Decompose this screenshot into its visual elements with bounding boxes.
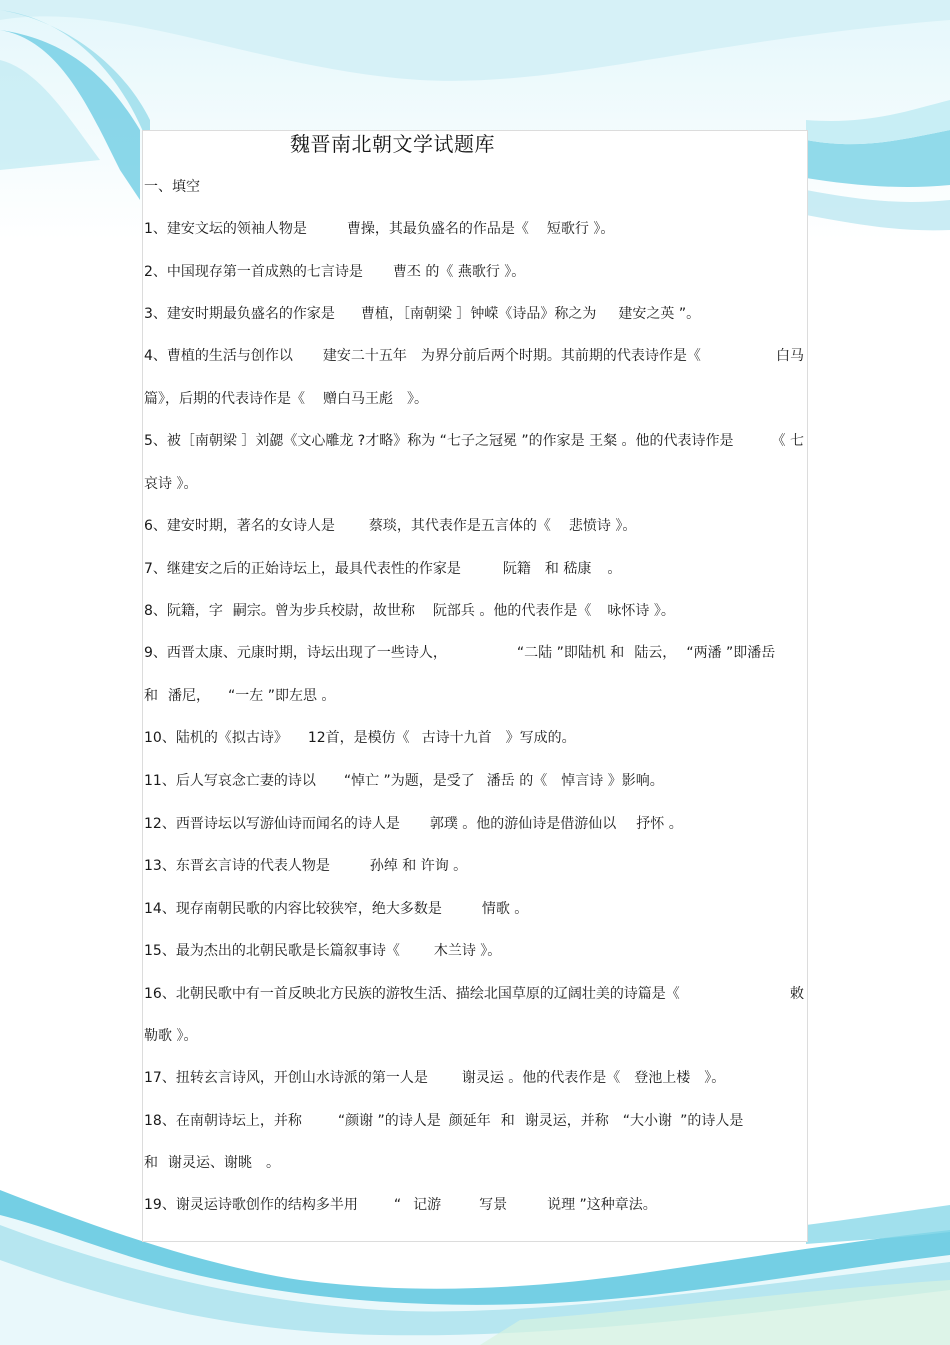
question-text: 悼言诗 》影响。 xyxy=(561,773,664,789)
question-text: 》。 xyxy=(704,1070,726,1086)
question-text: 11、后人写哀念亡妻的诗以 xyxy=(144,773,316,789)
question-text: “悼亡 ”为题，是受了 xyxy=(343,773,475,789)
question-text: 潘尼， xyxy=(168,688,210,704)
question-text: 18、在南朝诗坛上，并称 xyxy=(144,1113,302,1129)
question-text: 白马 xyxy=(776,348,804,364)
question-16 xyxy=(144,984,806,1004)
question-text: 咏怀诗 》。 xyxy=(607,603,675,619)
question-text: 陆云， xyxy=(634,645,677,661)
question-19 xyxy=(144,1195,806,1215)
question-text: 敕 xyxy=(790,986,804,1002)
question-text: “ xyxy=(393,1197,402,1213)
question-text: 勒歌 》。 xyxy=(144,1028,198,1044)
question-text: 潘岳 的《 xyxy=(486,773,548,789)
question-4 xyxy=(144,346,806,366)
question-text: 登池上楼 xyxy=(634,1070,691,1086)
question-15 xyxy=(144,941,806,961)
question-9 xyxy=(144,643,806,663)
page-title: 魏晋南北朝文学试题库 xyxy=(290,132,495,156)
question-text: “二陆 ”即陆机 和 xyxy=(516,645,625,661)
question-text: 和 xyxy=(144,1155,158,1171)
question-text: 《 七 xyxy=(771,433,804,449)
question-14 xyxy=(144,899,806,919)
question-text: 建安之英 ”。 xyxy=(618,306,701,322)
question-8 xyxy=(144,601,806,621)
question-text: 写景 xyxy=(479,1197,508,1213)
question-text: 郭璞 。他的游仙诗是借游仙以 xyxy=(429,816,617,832)
question-text: 颜延年 xyxy=(448,1113,491,1129)
question-text: 12、西晋诗坛以写游仙诗而闻名的诗人是 xyxy=(144,816,400,832)
question-text: 木兰诗 》。 xyxy=(433,943,502,959)
question-16-continued xyxy=(144,1026,806,1046)
question-text: 为界分前后两个时期。其前期的代表诗作是《 xyxy=(420,348,701,364)
question-6 xyxy=(144,516,806,536)
question-text: 4、曹植的生活与创作以 xyxy=(144,348,293,364)
question-text: 蔡琰，其代表作是五言体的《 xyxy=(368,518,551,534)
question-text: 抒怀 。 xyxy=(636,816,683,832)
question-text: 嗣宗。曾为步兵校尉，故世称 xyxy=(232,603,415,619)
question-text: 曹操，其最负盛名的作品是《 xyxy=(346,221,529,237)
question-text: 5、被［南朝梁 ］刘勰《文心雕龙 ?才略》称为 “七子之冠冕 ”的作家是 王粲 。他的代表诗作是 xyxy=(144,433,734,449)
question-text: 1、建安文坛的领袖人物是 xyxy=(144,221,307,237)
question-text: 孙绰 和 许询 。 xyxy=(369,858,468,874)
question-text: 和 xyxy=(144,688,158,704)
question-18-continued xyxy=(144,1153,806,1173)
section-heading-text: 一、填空 xyxy=(144,179,200,195)
question-text: 9、西晋太康、元康时期，诗坛出现了一些诗人， xyxy=(144,645,447,661)
question-text: “一左 ”即左思 。 xyxy=(228,688,336,704)
question-17 xyxy=(144,1068,806,1088)
question-text: 。 xyxy=(607,561,622,577)
question-text: 10、陆机的《拟古诗》 xyxy=(144,730,288,746)
question-text: 15、最为杰出的北朝民歌是长篇叙事诗《 xyxy=(144,943,400,959)
question-18 xyxy=(144,1111,806,1131)
question-text: 17、扭转玄言诗风，开创山水诗派的第一人是 xyxy=(144,1070,428,1086)
question-text: 和 嵇康 xyxy=(544,561,592,577)
question-text: 和 xyxy=(500,1113,515,1129)
question-text: 哀诗 》。 xyxy=(144,476,198,492)
question-text: ”的诗人是 xyxy=(680,1113,744,1129)
question-text: 》写成的。 xyxy=(505,730,576,746)
question-text: 情歌 。 xyxy=(481,901,529,917)
question-text: 悲愤诗 》。 xyxy=(568,518,637,534)
question-text: 19、谢灵运诗歌创作的结构多半用 xyxy=(144,1197,358,1213)
question-text: 7、继建安之后的正始诗坛上，最具代表性的作家是 xyxy=(144,561,461,577)
question-text: 6、建安时期，著名的女诗人是 xyxy=(144,518,335,534)
question-text: 赠白马王彪 xyxy=(323,391,393,407)
question-text: “颜谢 ”的诗人是 xyxy=(337,1113,441,1129)
question-5 xyxy=(144,431,806,451)
question-text: 说理 ”这种章法。 xyxy=(547,1197,657,1213)
question-text: 8、阮籍，字 xyxy=(144,603,223,619)
question-9-continued xyxy=(144,686,806,706)
question-11 xyxy=(144,771,806,791)
question-text: 曹丕 的《 燕歌行 》。 xyxy=(392,264,526,280)
question-12 xyxy=(144,814,806,834)
question-text: 3、建安时期最负盛名的作家是 xyxy=(144,306,335,322)
question-text: 16、北朝民歌中有一首反映北方民族的游牧生活、描绘北国草原的辽阔壮美的诗篇是《 xyxy=(144,986,680,1002)
question-text: “大小谢 xyxy=(622,1113,673,1129)
question-text: 》。 xyxy=(407,391,428,407)
question-1 xyxy=(144,219,806,239)
section-heading xyxy=(144,177,806,197)
question-text: 2、中国现存第一首成熟的七言诗是 xyxy=(144,264,363,280)
question-text: “两潘 ”即潘岳 xyxy=(686,645,776,661)
question-text: 曹植，［南朝梁 ］钟嵘《诗品》称之为 xyxy=(360,306,597,322)
question-text: 。 xyxy=(266,1155,280,1171)
question-text: 短歌行 》。 xyxy=(546,221,615,237)
question-10 xyxy=(144,728,806,748)
question-text: 谢灵运 。他的代表作是《 xyxy=(461,1070,621,1086)
question-text: 12首，是模仿《 xyxy=(307,730,410,746)
question-5-continued xyxy=(144,474,806,494)
question-13 xyxy=(144,856,806,876)
question-text: 谢灵运、谢眺 xyxy=(168,1155,252,1171)
question-3 xyxy=(144,304,806,324)
question-text: 谢灵运，并称 xyxy=(524,1113,609,1129)
question-text: 阮籍 xyxy=(502,561,531,577)
question-text: 篇》，后期的代表诗作是《 xyxy=(144,391,305,407)
question-text: 阮部兵 。他的代表作是《 xyxy=(432,603,592,619)
question-2 xyxy=(144,262,806,282)
question-4-continued xyxy=(144,389,806,409)
question-text: 13、东晋玄言诗的代表人物是 xyxy=(144,858,330,874)
question-text: 建安二十五年 xyxy=(322,348,407,364)
question-text: 记游 xyxy=(413,1197,442,1213)
question-text: 古诗十九首 xyxy=(421,730,492,746)
question-text: 14、现存南朝民歌的内容比较狭窄，绝大多数是 xyxy=(144,901,442,917)
question-7 xyxy=(144,559,806,579)
